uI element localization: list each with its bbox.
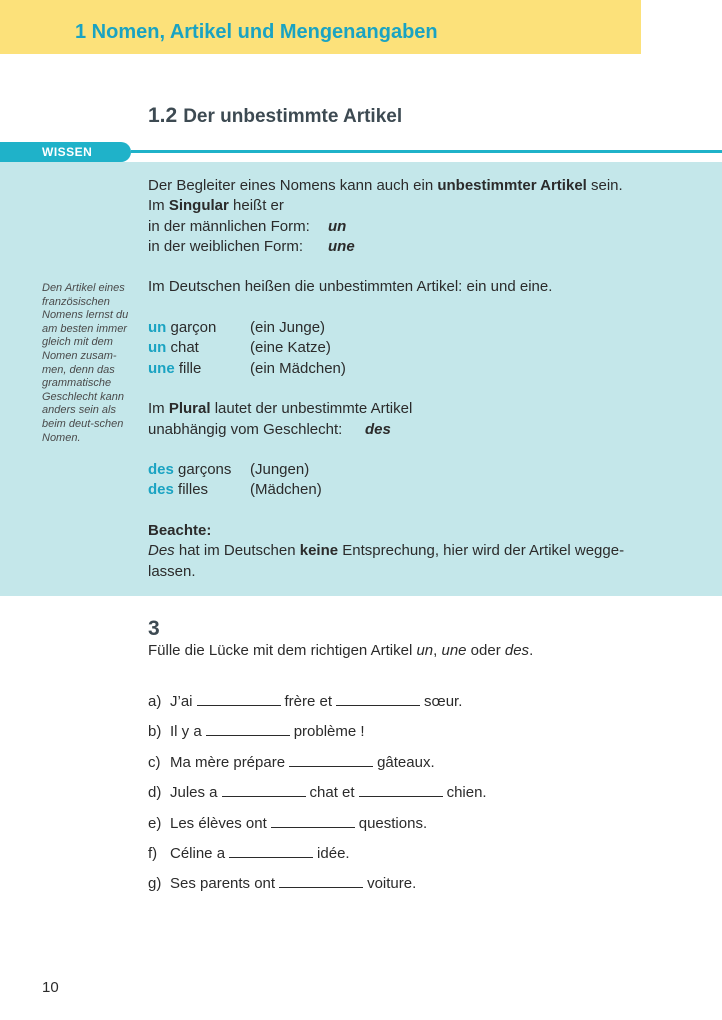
item-text-after: questions. [358, 814, 428, 832]
item-letter: g) [148, 875, 162, 893]
plural-end: lautet der unbestimmte Artikel [210, 400, 413, 418]
example-article: des [148, 461, 174, 479]
blank-line[interactable] [279, 875, 363, 888]
item-text-before: Ma mère prépare [170, 753, 286, 771]
example-article: un [148, 319, 167, 337]
item-text-before: Les élèves ont [170, 814, 267, 832]
wissen-divider [131, 150, 722, 153]
note-italic: Des [148, 542, 175, 560]
item-letter: a) [148, 693, 162, 710]
side-note: Den Artikel eines französischen Nomens lernst du am besten immer gleich mit dem Nomen zusam-men, denn das grammatische Geschlecht kann anders sein als beim deut-schen Nomen. [42, 282, 129, 444]
wissen-tab [0, 142, 131, 162]
note-line-2: lassen. [148, 562, 196, 580]
item-letter: f) [148, 844, 158, 862]
german-line: Im Deutschen heißen die unbestimmten Artikel: ein und eine. [148, 278, 553, 296]
item-text-before: Ses parents ont [170, 875, 276, 893]
example-article: un [148, 339, 167, 357]
instruction-sep: , [433, 642, 442, 659]
exercise-number: 3 [148, 617, 160, 640]
item-text-before: Jules a [170, 784, 218, 802]
chapter-title: 1 Nomen, Artikel und Mengenangaben [75, 21, 438, 43]
fem-line [148, 237, 624, 257]
blank-line[interactable] [197, 693, 281, 706]
plural-label: unabhängig vom Geschlecht: [148, 420, 343, 438]
plural-article: des [365, 420, 391, 438]
item-text-after: idée. [317, 844, 350, 862]
section-heading [148, 101, 402, 129]
example-translation: (eine Katze) [250, 339, 331, 357]
blank-line[interactable] [206, 723, 290, 736]
example-article: des [148, 481, 174, 499]
exercise-item [148, 875, 487, 905]
instruction-sep: oder [466, 642, 505, 659]
instruction-option: des [504, 642, 530, 659]
intro-text: Der Begleiter eines Nomens kann auch ein [148, 177, 438, 194]
exercise-item [148, 815, 487, 845]
blank-line[interactable] [289, 754, 373, 767]
item-text-after: gâteaux. [377, 753, 435, 771]
blank-line[interactable] [359, 784, 443, 797]
example-noun: garçons [173, 461, 232, 479]
note-text-end: Entsprechung, hier wird der Artikel wegge- [338, 542, 625, 560]
wissen-content [148, 176, 624, 582]
singular-end: heißt er [228, 197, 284, 215]
fem-label: in der weiblichen Form: [148, 237, 304, 255]
example-row [148, 480, 624, 500]
singular-text: Im [148, 197, 169, 215]
exercise-item [148, 845, 487, 875]
example-translation: (Mädchen) [250, 481, 322, 499]
wissen-label: WISSEN [42, 145, 93, 159]
example-noun: chat [166, 339, 199, 357]
item-letter: e) [148, 814, 162, 832]
example-row [148, 318, 624, 338]
example-row [148, 338, 624, 358]
blank-line[interactable] [222, 784, 306, 797]
plural-line [148, 399, 624, 419]
masc-line [148, 217, 624, 237]
exercise-item [148, 784, 487, 814]
instruction-end: . [529, 642, 534, 659]
example-translation: (Jungen) [250, 461, 310, 479]
item-text-before: J’ai [170, 693, 193, 710]
plural-bold: Plural [168, 400, 211, 418]
note-bold: keine [299, 542, 339, 560]
exercise-item [148, 754, 487, 784]
singular-bold: Singular [168, 197, 229, 215]
instruction-option: une [441, 642, 467, 659]
example-article: une [148, 359, 175, 377]
intro-end: sein. [586, 177, 623, 194]
page-number: 10 [42, 979, 59, 996]
item-text-middle: frère et [284, 693, 333, 710]
masc-article: un [328, 217, 347, 235]
fem-article: une [328, 237, 355, 255]
note-title: Beachte: [148, 522, 212, 540]
plural-form-line [148, 420, 624, 440]
intro-bold: unbestimmter Artikel [437, 177, 587, 194]
instruction-option: un [416, 642, 434, 659]
chapter-banner [0, 0, 641, 54]
blank-line[interactable] [229, 845, 313, 858]
example-translation: (ein Junge) [250, 319, 326, 337]
blank-line[interactable] [336, 693, 420, 706]
item-text-after: problème ! [293, 723, 365, 741]
example-noun: filles [173, 481, 209, 499]
item-text-middle: chat et [309, 784, 355, 802]
item-text-before: Il y a [170, 723, 202, 741]
item-text-after: sœur. [424, 693, 463, 710]
example-row [148, 359, 624, 379]
item-text-after: chien. [446, 784, 487, 802]
plural-text: Im [148, 400, 169, 418]
item-text-after: voiture. [367, 875, 417, 893]
item-letter: c) [148, 753, 161, 771]
item-letter: d) [148, 784, 162, 802]
exercise-item [148, 693, 487, 723]
instruction-text: Fülle die Lücke mit dem richtigen Artikel [148, 642, 417, 659]
note-line [148, 541, 624, 561]
blank-line[interactable] [271, 815, 355, 828]
note-text: hat im Deutschen [174, 542, 300, 560]
singular-line [148, 196, 624, 216]
item-letter: b) [148, 723, 162, 741]
section-number: 1.2 [148, 104, 178, 127]
example-translation: (ein Mädchen) [250, 359, 346, 377]
exercise-instruction [148, 642, 533, 659]
item-text-before: Céline a [170, 844, 226, 862]
masc-label: in der männlichen Form: [148, 217, 310, 235]
section-title: Der unbestimmte Artikel [183, 106, 403, 127]
exercise-item [148, 723, 487, 753]
intro-line [148, 176, 624, 196]
exercise-list [148, 693, 487, 906]
example-noun: fille [174, 359, 202, 377]
example-row [148, 460, 624, 480]
example-noun: garçon [166, 319, 217, 337]
